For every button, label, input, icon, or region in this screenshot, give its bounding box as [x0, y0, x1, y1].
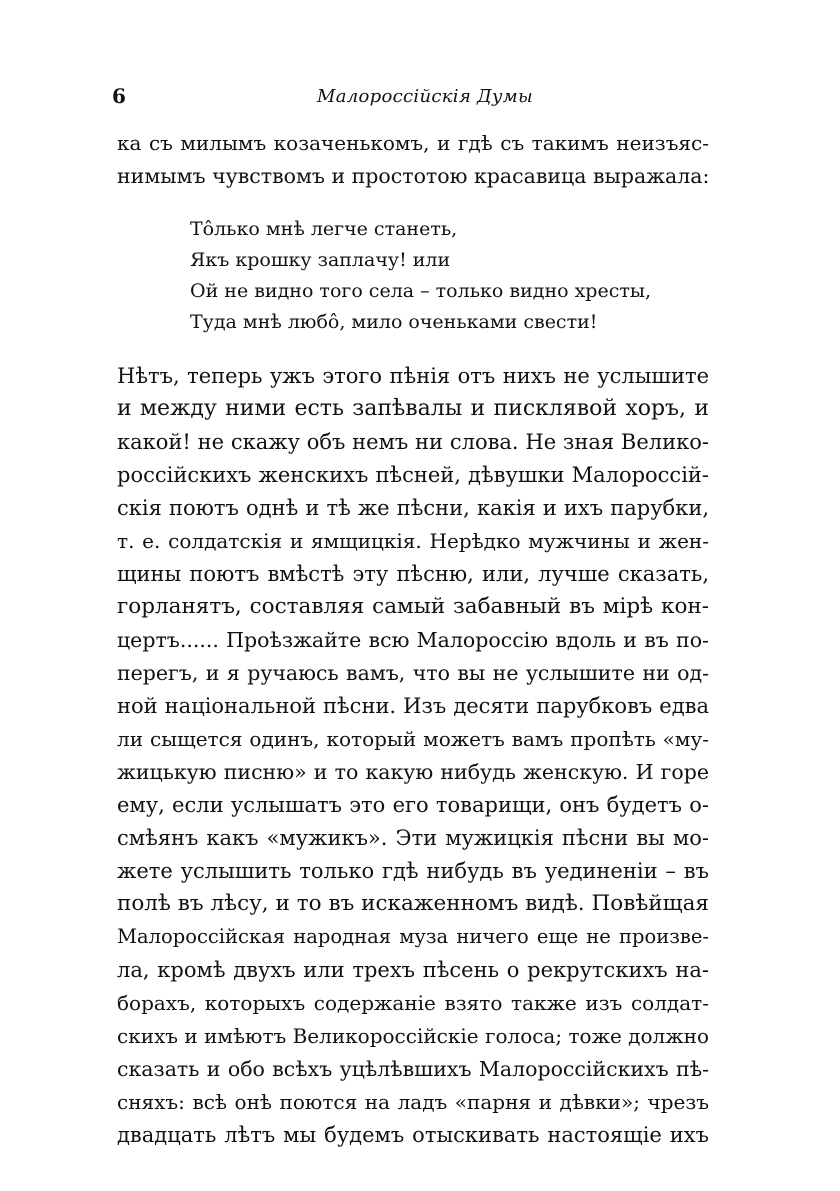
text-line: жицькую писню» и то какую нибудь женскую. И горе — [117, 760, 709, 784]
text-line: ему, если услышатъ это его товарищи, онъ будетъ о- — [117, 793, 709, 817]
text-line: сняхъ: всѣ онѣ поются на ладъ «парня и дѣвки»; чрезъ — [117, 1090, 709, 1114]
verse-line: Ой не видно того села – только видно хресты, — [190, 280, 652, 302]
text-line: ли сыщется одинъ, который можетъ вамъ пропѣть «му- — [117, 727, 709, 751]
page-header — [112, 84, 712, 112]
text-line: т. е. солдатскія и ямщицкія. Нерѣдко мужчины и жен- — [117, 529, 709, 553]
text-line: перегъ, и я ручаюсь вамъ, что вы не услышите ни од- — [117, 661, 709, 685]
text-line: нимымъ чувствомъ и простотою красавица выражала: — [117, 164, 710, 188]
text-line: жете услышить только гдѣ нибудь въ уединеніи – въ — [117, 859, 709, 883]
text-line: какой! не скажу объ немъ ни слова. Не зная Велико- — [117, 430, 709, 454]
text-line: ной національной пѣсни. Изъ десяти парубковъ едва — [117, 694, 709, 718]
running-title: Малороссійскія Думы — [317, 86, 533, 107]
text-line: двадцать лѣтъ мы будемъ отыскивать настоящіе ихъ — [117, 1123, 709, 1147]
text-line: ка съ милымъ козаченькомъ, и гдѣ съ такимъ неизъяс- — [117, 131, 709, 155]
text-line: горланятъ, составляя самый забавный въ мірѣ кон- — [117, 594, 709, 619]
text-line: полѣ въ лѣсу, и то въ искаженномъ видѣ. Повѣйщая — [117, 891, 709, 916]
text-line: щины поютъ вмѣстѣ эту пѣсню, или, лучше сказать, — [117, 562, 709, 586]
text-line: и между ними есть запѣвалы и писклявой хоръ, и — [117, 396, 709, 421]
text-line: скихъ и имѣютъ Великороссійскіе голоса; тоже должно — [117, 1024, 709, 1048]
text-line: Нѣтъ, теперь ужъ этого пѣнія отъ нихъ не услышите — [117, 364, 709, 388]
page-number: 6 — [112, 84, 126, 108]
text-line: россійскихъ женскихъ пѣсней, дѣвушки Малороссій- — [117, 463, 709, 487]
text-line: смѣянъ какъ «мужикъ». Эти мужицкія пѣсни вы мо- — [117, 826, 709, 850]
text-line: сказать и обо всѣхъ уцѣлѣвшихъ Малороссійскихъ пѣ- — [117, 1057, 709, 1081]
text-line: цертъ...... Проѣзжайте всю Малороссію вдоль и въ по- — [117, 628, 709, 652]
text-line: Малороссійская народная муза ничего еще не произве- — [117, 925, 709, 948]
text-line: ла, кромѣ двухъ или трехъ пѣсень о рекрутскихъ на- — [117, 958, 709, 982]
verse-line: Туда мнѣ любô, мило оченьками свести! — [190, 311, 598, 333]
verse-line: Якъ крошку заплачу! или — [190, 249, 451, 271]
text-line: борахъ, которыхъ содержаніе взято также изъ солдат- — [117, 991, 709, 1015]
text-line: скія поютъ однѣ и тѣ же пѣсни, какія и ихъ парубки, — [117, 496, 709, 520]
verse-line: Тôлько мнѣ легче станеть, — [190, 218, 458, 240]
